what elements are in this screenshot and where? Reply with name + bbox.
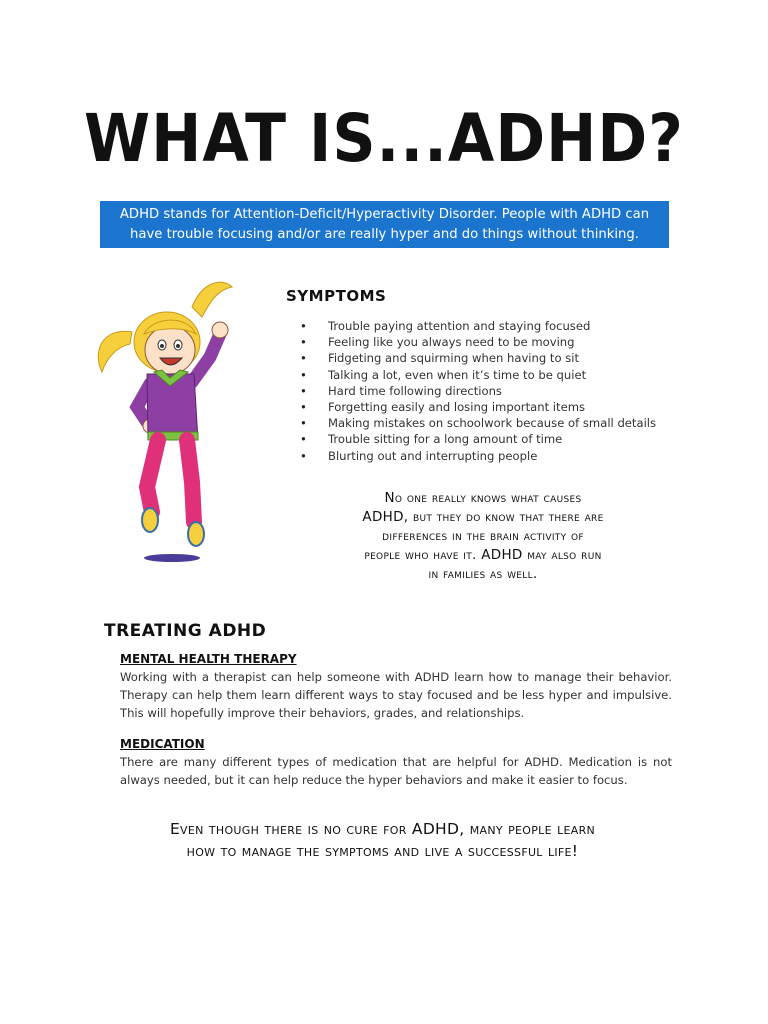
symptom-item: • Fidgeting and squirming when having to sit — [300, 350, 656, 366]
shadow — [144, 554, 200, 562]
symptom-item: • Trouble sitting for a long amount of time — [300, 431, 656, 447]
symptoms-list — [300, 318, 656, 464]
medication-text: There are many different types of medication that are helpful for ADHD. Medication is not always needed, but it can help reduce the hyper behaviors and make it easier to focus. — [120, 755, 672, 787]
right-leg — [187, 440, 194, 522]
closing-statement — [100, 818, 665, 862]
right-pigtail — [192, 282, 232, 317]
closing-line: how to manage the symptoms and live a successful life! — [186, 842, 579, 860]
symptom-item: • Making mistakes on schoolwork because of small details — [300, 415, 656, 431]
causes-line: people who have it. ADHD may also run — [364, 547, 602, 563]
symptom-item: • Feeling like you always need to be moving — [300, 334, 656, 350]
definition-banner — [100, 201, 669, 248]
girl-illustration — [92, 272, 242, 572]
causes-line: differences in the brain activity of — [382, 528, 584, 544]
symptom-item: • Talking a lot, even when it’s time to be quiet — [300, 367, 656, 383]
therapy-text: Working with a therapist can help someone with ADHD learn how to manage their behavior. Therapy can help them learn different ways to stay focused and be less hyper and impulsive. This will hopefully improve their behaviors, grades, and relationships. — [120, 670, 672, 720]
right-shoe — [188, 522, 204, 546]
causes-note — [302, 489, 664, 584]
medication-heading: MEDICATION — [120, 737, 205, 751]
symptom-item: • Trouble paying attention and staying focused — [300, 318, 656, 334]
page-title: WHAT IS...ADHD? — [84, 100, 684, 178]
treating-heading: TREATING ADHD — [104, 621, 267, 641]
symptom-item: • Forgetting easily and losing important items — [300, 399, 656, 415]
left-shoe — [142, 508, 158, 532]
causes-line: in families as well. — [428, 566, 538, 582]
banner-line: have trouble focusing and/or are really hyper and do things without thinking. — [130, 227, 639, 242]
symptoms-heading: SYMPTOMS — [286, 287, 387, 305]
left-leg — [147, 440, 158, 512]
left-pigtail — [98, 331, 132, 372]
causes-line: No one really knows what causes — [384, 490, 582, 506]
banner-line: ADHD stands for Attention-Deficit/Hyperactivity Disorder. People with ADHD can — [119, 207, 650, 222]
causes-line: ADHD, but they do know that there are — [362, 509, 604, 525]
closing-line: Even though there is no cure for ADHD, many people learn — [169, 820, 596, 838]
therapy-heading: MENTAL HEALTH THERAPY — [120, 652, 297, 666]
symptom-item: • Hard time following directions — [300, 383, 656, 399]
symptom-item: • Blurting out and interrupting people — [300, 448, 656, 464]
face — [145, 326, 195, 374]
